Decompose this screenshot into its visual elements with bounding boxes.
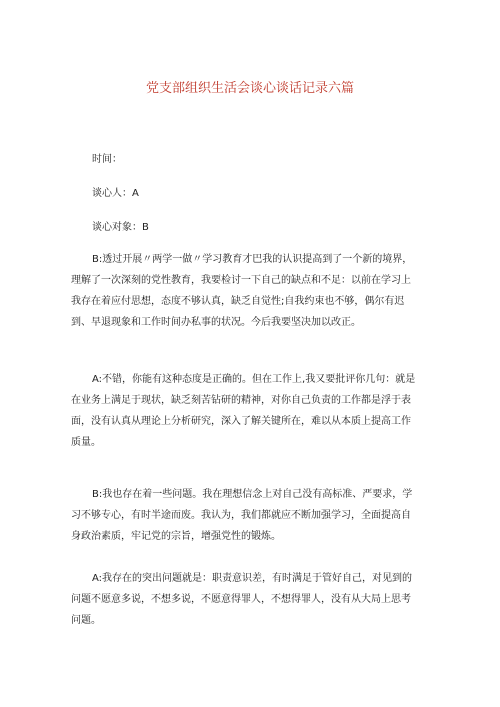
- paragraph-line: A:不错，你能有这种态度是正确的。但在工作上,我又要批评你几句：就是: [92, 374, 416, 385]
- paragraph-line: 我存在着应付思想，态度不够认真，缺乏自觉性;自我约束也不够，偶尔有迟: [71, 296, 405, 307]
- paragraph-line: 质量。: [71, 437, 101, 448]
- paragraph-line: 问题不愿意多说，不想多说，不愿意得罪人，不想得罪人，没有从大局上思考: [71, 594, 411, 605]
- paragraph-1: [71, 249, 429, 333]
- paragraph-line: 理解了一次深刻的党性教育，我要检讨一下自己的缺点和不足：以前在学习上: [71, 275, 411, 286]
- paragraph-2: [71, 369, 429, 453]
- paragraph-3: [71, 484, 429, 547]
- paragraph-4: [71, 568, 429, 631]
- paragraph-line: 面，没有认真从理论上分析研究，深入了解关键所在，难以从本质上提高工作: [71, 416, 411, 427]
- paragraph-line: 问题。: [71, 615, 101, 626]
- meta-target: 谈心对象：B: [92, 222, 149, 233]
- paragraph-line: 习不够专心，有时半途而废。我认为，我们都就应不断加强学习，全面提高自: [71, 510, 411, 521]
- paragraph-line: A:我存在的突出问题就是：职责意识差，有时满足于管好自己，对见到的: [92, 573, 413, 584]
- meta-time: 时间：: [92, 154, 122, 165]
- paragraph-line: 身政治素质，牢记党的宗旨，增强党性的锻炼。: [71, 531, 281, 542]
- paragraph-line: 到、早退现象和工作时间办私事的状况。今后我要坚决加以改正。: [71, 317, 361, 328]
- meta-speaker: 谈心人：A: [92, 188, 139, 199]
- paragraph-line: B:我也存在着一些问题。我在理想信念上对自己没有高标准、严要求，学: [92, 489, 413, 500]
- paragraph-line: 在业务上满足于现状，缺乏刻苦钻研的精神，对你自己负责的工作都是浮于表: [71, 395, 411, 406]
- paragraph-line: B:透过开展〃两学一做〃学习教育才巴我的认识提高到了一个新的境界，: [92, 254, 413, 265]
- document-title: 党支部组织生活会谈心谈话记录六篇: [145, 81, 354, 96]
